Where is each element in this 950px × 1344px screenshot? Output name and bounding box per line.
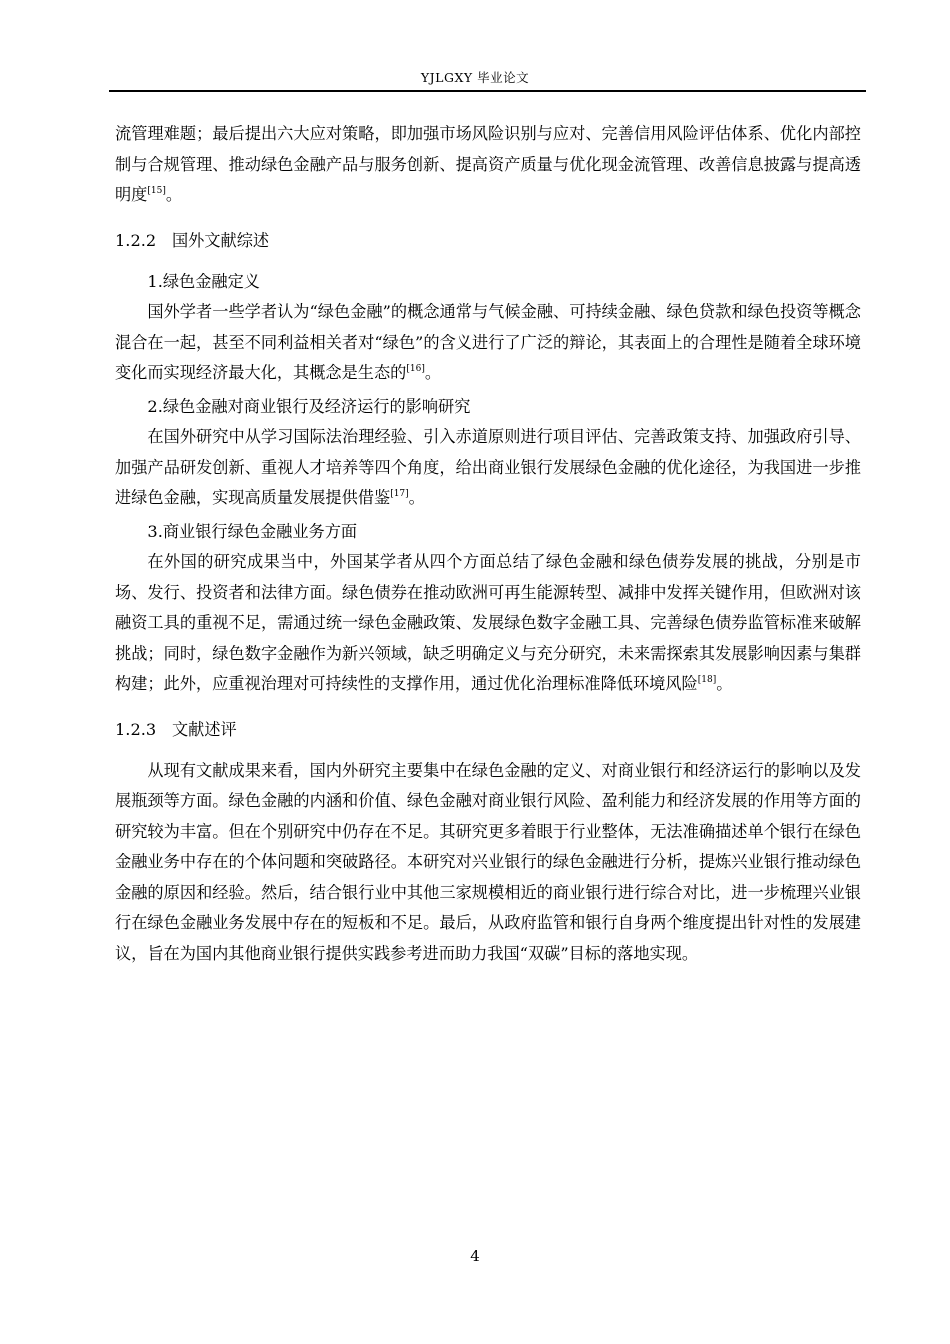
citation-ref: [15] [147, 186, 166, 196]
section-number: 1.2.3 [115, 719, 157, 739]
running-header: YJLGXY 毕业论文 [420, 70, 530, 85]
page-number: 4 [470, 1247, 480, 1265]
paragraph-review: 从现有文献成果来看，国内外研究主要集中在绿色金融的定义、对商业银行和经济运行的影响以及发展瓶颈等方面。绿色金融的内涵和价值、绿色金融对商业银行风险、盈利能力和经济发展的作用等方面的研究较为丰富。但在个别研究中仍存在不足。其研究更多着眼于行业整体，无法准确描述单个银行在绿色金融业务中存在的个体问题和突破路径。本研究对兴业银行的绿色金融进行分析，提炼兴业银行推动绿色金融的原因和经验。然后，结合银行业中其他三家规模相近的商业银行进行综合对比，进一步梳理兴业银行在绿色金融业务发展中存在的短板和不足。最后，从政府监管和银行自身两个维度提出针对性的发展建议，旨在为国内其他商业银行提供实践参考进而助力我国“双碳”目标的落地实现。 [115, 760, 861, 963]
subheading-definition: 1.绿色金融定义 [147, 271, 260, 291]
paragraph-end: 。 [165, 185, 183, 204]
citation-ref: [16] [406, 364, 425, 374]
subheading-business: 3.商业银行绿色金融业务方面 [147, 521, 358, 541]
header-rule [109, 90, 866, 92]
paragraph-text: 在外国的研究成果当中，外国某学者从四个方面总结了绿色金融和绿色债券发展的挑战，分别是市场、发行、投资者和法律方面。绿色债券在推动欧洲可再生能源转型、减排中发挥关键作用，但欧洲对该融资工具的重视不足，需通过统一绿色金融政策、发展绿色数字金融工具、完善绿色债券监管标准来破解挑战；同时，绿色数字金融作为新兴领域，缺乏明确定义与充分研究，未来需探索其发展影响因素与集群构建；此外，应重视治理对可持续性的支撑作用，通过优化治理标准降低环境风险 [115, 552, 861, 693]
paragraph-end: 。 [424, 363, 442, 382]
section-heading-1-2-3 [115, 715, 861, 745]
paragraph-definition [115, 297, 861, 392]
section-number: 1.2.2 [115, 230, 157, 250]
paragraph-business [115, 547, 861, 703]
paragraph-text: 在国外研究中从学习国际法治理经验、引入赤道原则进行项目评估、完善政策支持、加强政府引导、加强产品研发创新、重视人才培养等四个角度，给出商业银行发展绿色金融的优化途径，为我国进一步推进绿色金融，实现高质量发展提供借鉴 [115, 427, 861, 507]
document-body [115, 119, 861, 969]
section-title: 文献述评 [172, 719, 237, 739]
paragraph-impact [115, 422, 861, 517]
subheading-impact: 2.绿色金融对商业银行及经济运行的影响研究 [147, 396, 471, 416]
paragraph-text: 流管理难题；最后提出六大应对策略，即加强市场风险识别与应对、完善信用风险评估体系、优化内部控制与合规管理、推动绿色金融产品与服务创新、提高资产质量与优化现金流管理、改善信息披露与提高透明度 [115, 124, 861, 204]
citation-ref: [17] [390, 489, 409, 499]
paragraph-end: 。 [408, 488, 425, 507]
citation-ref: [18] [697, 675, 717, 685]
section-title: 国外文献综述 [172, 230, 270, 250]
paragraph-continuation [115, 119, 861, 214]
paragraph-text: 国外学者一些学者认为“绿色金融”的概念通常与气候金融、可持续金融、绿色贷款和绿色投资等概念混合在一起，甚至不同利益相关者对“绿色”的含义进行了广泛的辩论，其表面上的合理性是随着全球环境变化而实现经济最大化，其概念是生态的 [115, 302, 861, 382]
paragraph-end: 。 [716, 674, 733, 693]
section-heading-1-2-2 [115, 226, 861, 256]
